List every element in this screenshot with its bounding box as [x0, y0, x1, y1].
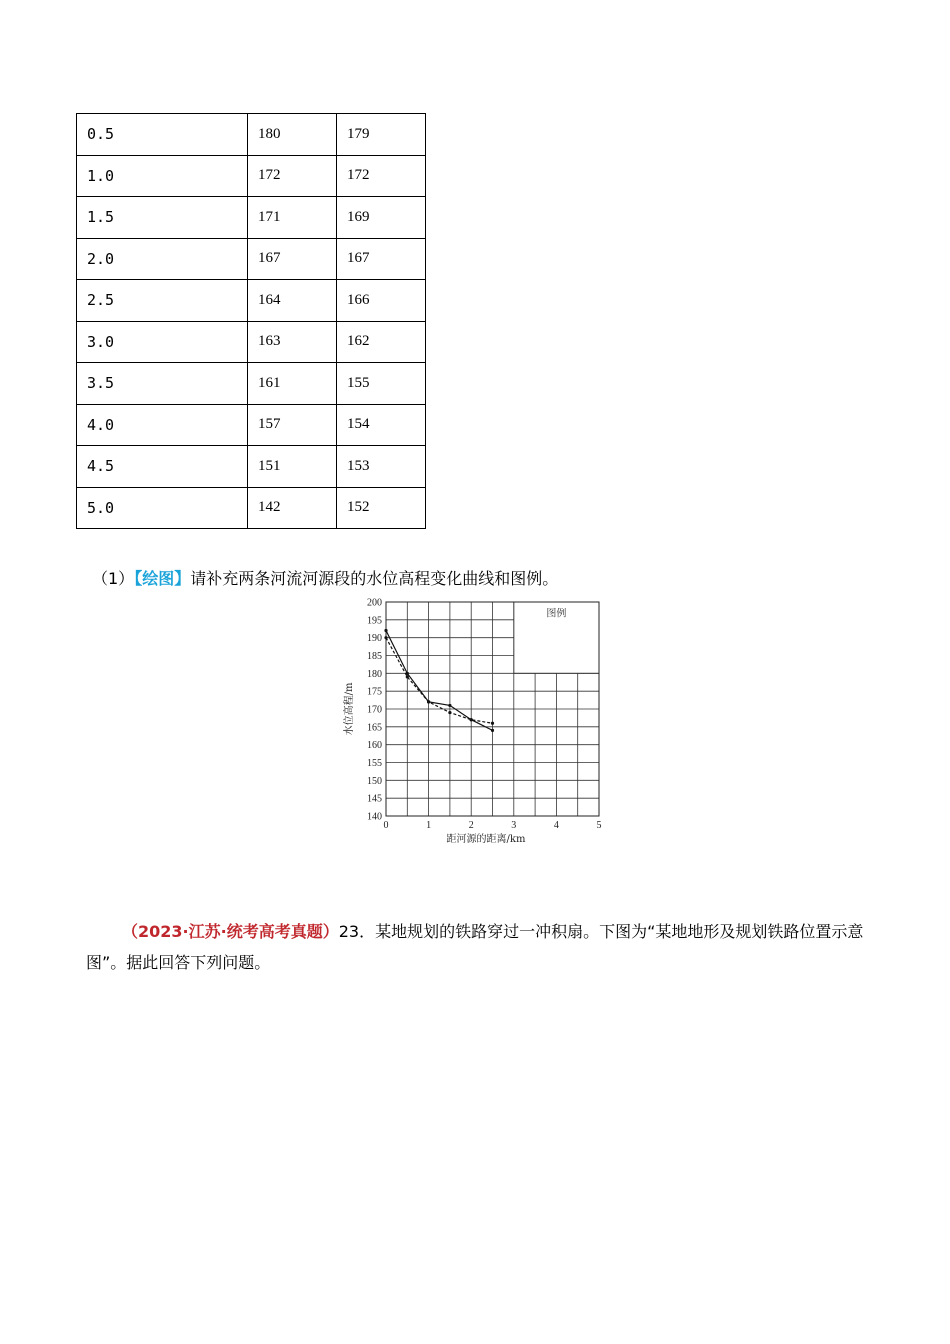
- table-cell: 3.5: [77, 363, 248, 405]
- table-row: [77, 321, 426, 363]
- legend-label: 图例: [546, 608, 567, 620]
- table-cell: 172: [248, 155, 337, 197]
- table-cell: 153: [337, 446, 426, 488]
- table-cell: 155: [337, 363, 426, 405]
- y-tick-label: 155: [367, 758, 382, 769]
- table-row: [77, 446, 426, 488]
- y-tick-label: 185: [367, 651, 382, 662]
- data-table: [76, 113, 426, 529]
- table-row: [77, 238, 426, 280]
- table-cell: 169: [337, 197, 426, 239]
- question-23-text: 23．某地规划的铁路穿过一冲积扇。下图为“某地地形及规划铁路位置示意图”。据此回答下列问题。: [86, 922, 864, 972]
- table-cell: 171: [248, 197, 337, 239]
- y-axis-label: 水位高程/m: [344, 682, 355, 736]
- table-cell: 151: [248, 446, 337, 488]
- table-row: [77, 155, 426, 197]
- table-row: [77, 404, 426, 446]
- y-tick-label: 180: [367, 668, 382, 680]
- series-point-solid: [448, 704, 451, 707]
- series-point-dashed: [384, 636, 387, 639]
- y-tick-label: 150: [367, 775, 382, 787]
- x-tick-label: 5: [596, 820, 602, 831]
- series-point-dashed: [427, 700, 430, 703]
- table-cell: 3.0: [77, 321, 248, 363]
- series-point-dashed: [491, 722, 494, 725]
- series-point-solid: [491, 729, 494, 732]
- y-tick-label: 200: [367, 597, 382, 609]
- table-row: [77, 487, 426, 529]
- y-tick-label: 175: [367, 686, 382, 698]
- x-tick-label: 2: [468, 820, 474, 831]
- table-cell: 4.0: [77, 404, 248, 446]
- table-cell: 166: [337, 280, 426, 322]
- series-point-dashed: [406, 675, 409, 678]
- y-tick-label: 190: [367, 633, 382, 645]
- y-tick-label: 140: [367, 811, 382, 823]
- question-1-tag: 【绘图】: [134, 569, 191, 588]
- y-tick-label: 195: [367, 615, 382, 627]
- table-cell: 0.5: [77, 114, 248, 156]
- table-body: [77, 114, 426, 529]
- y-tick-label: 170: [367, 704, 382, 716]
- table-cell: 167: [248, 238, 337, 280]
- table-cell: 162: [337, 321, 426, 363]
- water-level-chart: [340, 592, 620, 852]
- table-row: [77, 280, 426, 322]
- y-tick-label: 165: [367, 722, 382, 734]
- y-tick-label: 160: [367, 740, 382, 752]
- table-cell: 163: [248, 321, 337, 363]
- series-line-dashed: [386, 638, 493, 724]
- y-tick-label: 145: [367, 793, 382, 805]
- table-row: [77, 197, 426, 239]
- table-cell: 164: [248, 280, 337, 322]
- x-tick-label: 4: [553, 820, 559, 831]
- series-point-dashed: [448, 711, 451, 714]
- table-cell: 4.5: [77, 446, 248, 488]
- table-cell: 172: [337, 155, 426, 197]
- table-cell: 179: [337, 114, 426, 156]
- table-cell: 167: [337, 238, 426, 280]
- x-tick-label: 1: [426, 820, 432, 831]
- series-point-solid: [384, 629, 387, 632]
- table-cell: 1.5: [77, 197, 248, 239]
- table-row: [77, 114, 426, 156]
- x-tick-label: 3: [511, 820, 517, 831]
- table-cell: 1.0: [77, 155, 248, 197]
- table-cell: 161: [248, 363, 337, 405]
- question-1: [92, 566, 558, 589]
- table-row: [77, 363, 426, 405]
- series-line-solid: [386, 631, 493, 731]
- table-cell: 2.0: [77, 238, 248, 280]
- table-cell: 2.5: [77, 280, 248, 322]
- table-cell: 142: [248, 487, 337, 529]
- series-point-dashed: [470, 718, 473, 721]
- table-cell: 157: [248, 404, 337, 446]
- table-cell: 5.0: [77, 487, 248, 529]
- table-cell: 154: [337, 404, 426, 446]
- question-23: [86, 916, 866, 978]
- table-cell: 152: [337, 487, 426, 529]
- x-axis-label: 距河源的距离/km: [446, 834, 526, 845]
- x-tick-label: 0: [383, 820, 389, 831]
- question-1-number: （1）: [92, 569, 135, 588]
- table-cell: 180: [248, 114, 337, 156]
- question-23-source: （2023·江苏·统考高考真题）: [122, 922, 339, 941]
- question-1-text: 请补充两条河流河源段的水位高程变化曲线和图例。: [190, 569, 559, 588]
